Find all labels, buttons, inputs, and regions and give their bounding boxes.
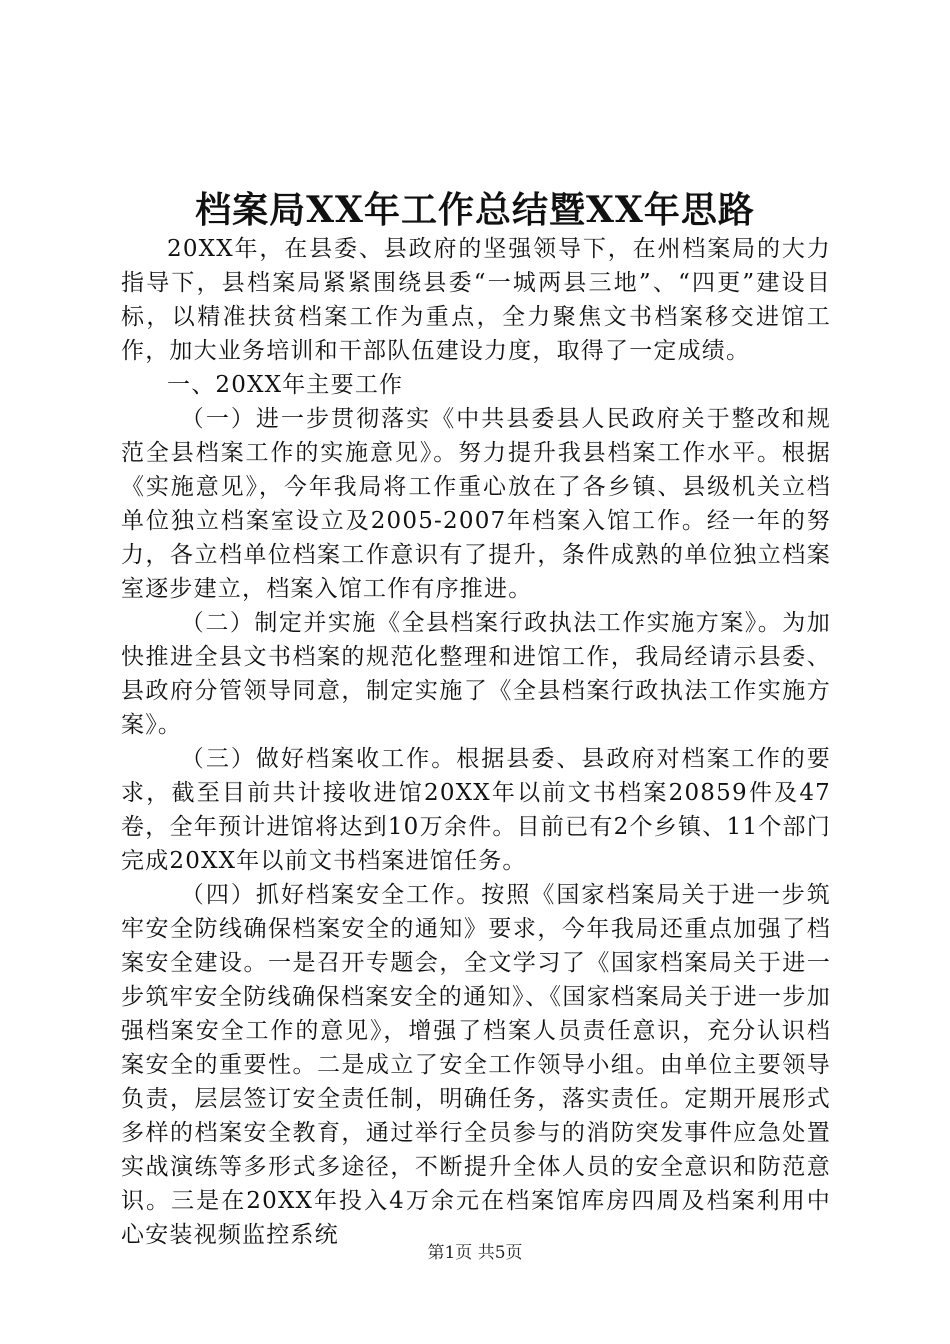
paragraph-item-4: （四）抓好档案安全工作。按照《国家档案局关于进一步筑牢安全防线确保档案安全的通知》要求，今年我局还重点加强了档案安全建设。一是召开专题会，全文学习了《国家档案局关于进一步筑牢安全防线确保档案安全的通知》、《国家档案局关于进一步加强档案安全工作的意见》，增强了档案人员责任意识，充分认识档案安全的重要性。二是成立了安全工作领导小组。由单位主要领导负责，层层签订安全责任制，明确任务，落实责任。定期开展形式多样的档案安全教育，通过举行全员参与的消防突发事件应急处置实战演练等多形式多途径，不断提升全体人员的安全意识和防范意识。三是在20XX年投入4万余元在档案馆库房四周及档案利用中心安装视频监控系统 — [121, 882, 831, 1248]
paragraph-item-3: （三）做好档案收工作。根据县委、县政府对档案工作的要求，截至目前共计接收进馆20XX年以前文书档案20859件及47卷，全年预计进馆将达到10万余件。目前已有2个乡镇、11个部门完成20XX年以前文书档案进馆任务。 — [121, 746, 831, 874]
paragraph-intro: 20XX年，在县委、县政府的坚强领导下，在州档案局的大力指导下，县档案局紧紧围绕县委“一城两县三地”、“四更”建设目标，以精准扶贫档案工作为重点，全力聚焦文书档案移交进馆工作，加大业务培训和干部队伍建设力度，取得了一定成绩。 — [121, 236, 831, 364]
page-number-footer: 第1页 共5页 — [427, 1243, 523, 1263]
section-heading-main-work: 一、20XX年主要工作 — [167, 372, 404, 398]
document-title: 档案局XX年工作总结暨XX年思路 — [195, 189, 755, 231]
paragraph-item-2: （二）制定并实施《全县档案行政执法工作实施方案》。为加快推进全县文书档案的规范化整理和进馆工作，我局经请示县委、县政府分管领导同意，制定实施了《全县档案行政执法工作实施方案》。 — [121, 610, 831, 738]
document-body — [121, 232, 831, 1252]
paragraph-item-1: （一）进一步贯彻落实《中共县委县人民政府关于整改和规范全县档案工作的实施意见》。努力提升我县档案工作水平。根据《实施意见》，今年我局将工作重心放在了各乡镇、县级机关立档单位独立档案室设立及2005-2007年档案入馆工作。经一年的努力，各立档单位档案工作意识有了提升，条件成熟的单位独立档案室逐步建立，档案入馆工作有序推进。 — [121, 406, 831, 602]
